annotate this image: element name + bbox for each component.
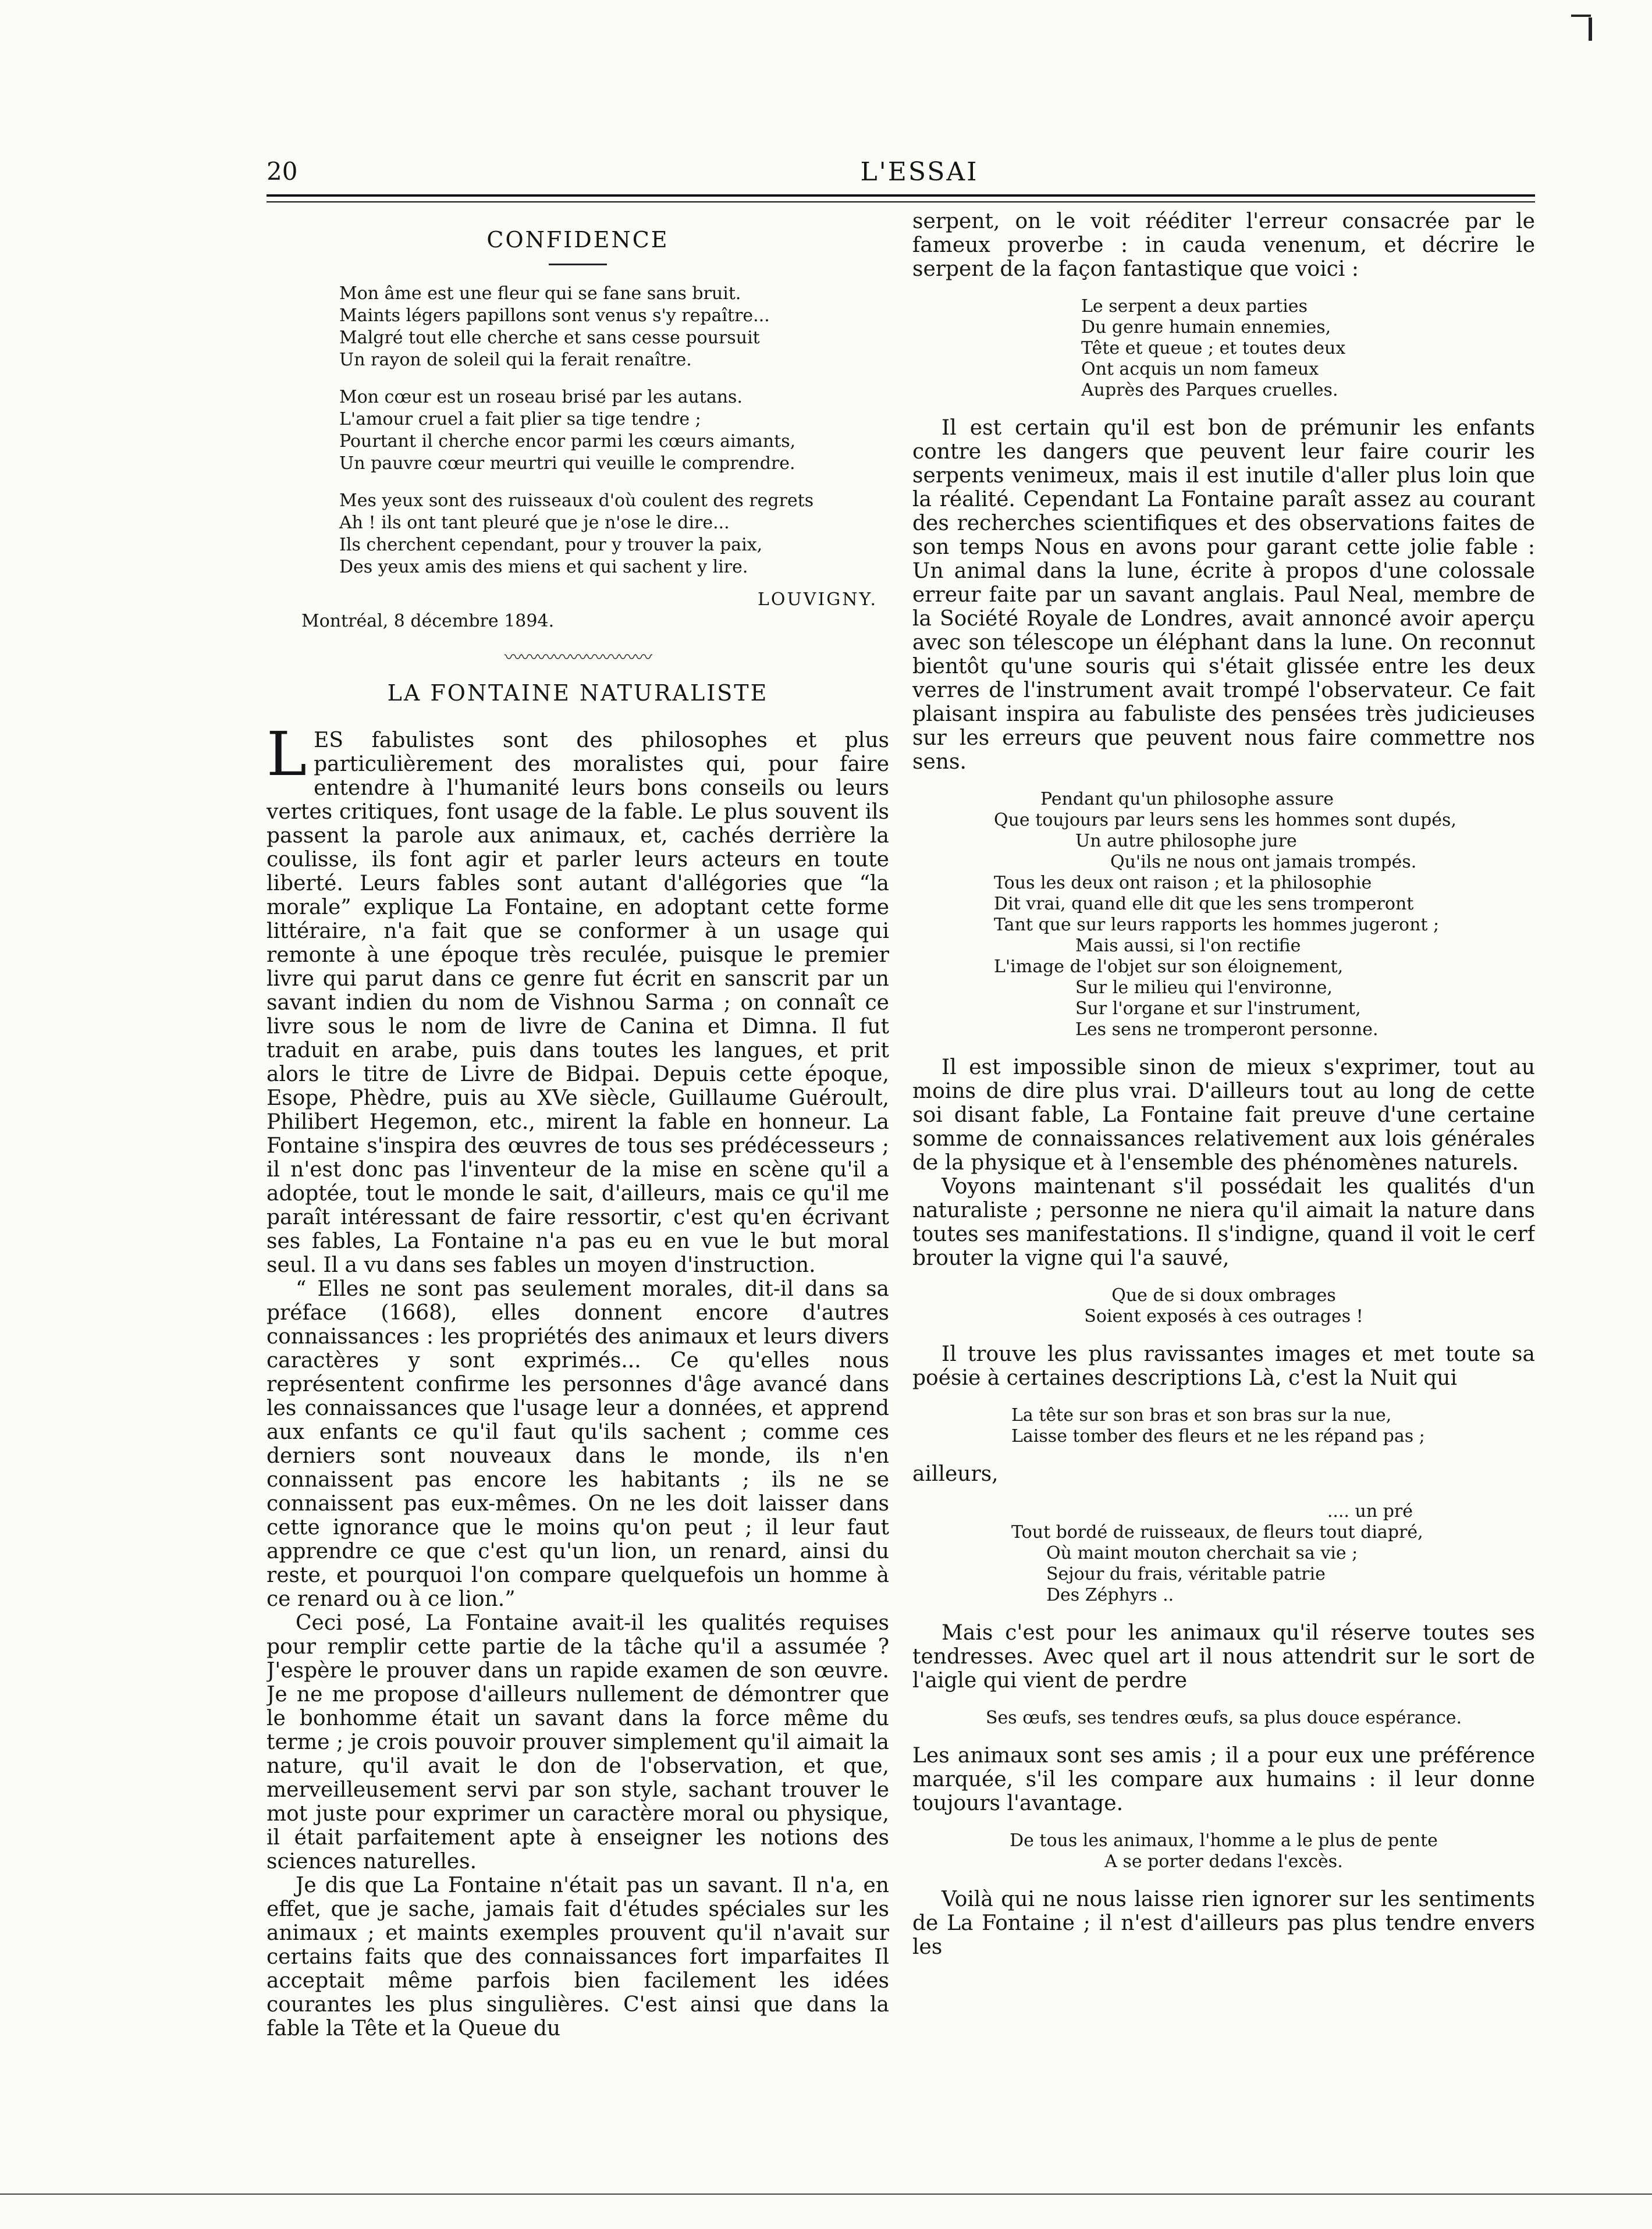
- poem-line: Maints légers papillons sont venus s'y repaître...: [339, 305, 770, 326]
- poem-line: Un pauvre cœur meurtri qui veuille le comprendre.: [339, 453, 795, 474]
- paragraph: Il est certain qu'il est bon de prémunir les enfants contre les dangers que peuvent leur faire courir les serpents venimeux, mais il est inutile d'aller plus loin que la réalité. Cependant La Fontaine paraît assez au courant des recherches scientifiques et des observations faites de son temps Nous en avons pour garant cette jolie fable : Un animal dans la lune, écrite à propos d'une colossale erreur faite par un savant anglais. Paul Neal, membre de la Société Royale de Londres, avait annoncé avoir aperçu avec son télescope un éléphant dans la lune. On reconnut bientôt qu'une souris qui s'était glissée entre les deux verres de l'instrument avait trompé l'observateur. Ce fait plaisant inspira au fabuliste des pensées très judicieuses sur les erreurs que peuvent nous faire commettre nos sens.: [912, 416, 1535, 774]
- verse-block: [1011, 1405, 1535, 1447]
- verse-line: Sur l'organe et sur l'instrument,: [1075, 998, 1361, 1019]
- title-divider: [549, 264, 607, 265]
- left-column: [267, 209, 889, 2199]
- verse-line: La tête sur son bras et son bras sur la nue,: [1011, 1405, 1392, 1425]
- paragraph: Ceci posé, La Fontaine avait-il les qualités requises pour remplir cette partie de la tâche qu'il a assumée ? J'espère le prouver dans un rapide examen de son œuvre. Je ne me propose d'ailleurs nullement de démontrer que le bonhomme était un savant dans la force même du terme ; je crois pouvoir prouver simplement qu'il aimait la nature, qu'il avait le don de l'observation, et que, merveilleusement servi par son style, sachant trouver le mot juste pour exprimer un caractère moral ou physique, il était parfaitement apte à enseigner les notions des sciences naturelles.: [267, 1611, 889, 1874]
- poem-line: Pourtant il cherche encor parmi les cœurs aimants,: [339, 431, 796, 452]
- poem-line: Mes yeux sont des ruisseaux d'où coulent des regrets: [339, 490, 814, 511]
- verse-line: Pendant qu'un philosophe assure: [1040, 789, 1334, 809]
- verse-block: [1081, 296, 1535, 401]
- poem-line: Mon cœur est un roseau brisé par les autans.: [339, 387, 742, 407]
- running-title: L'ESSAI: [860, 157, 979, 187]
- verse-line: A se porter dedans l'excès.: [1104, 1851, 1343, 1872]
- poem-line: Ah ! ils ont tant pleuré que je n'ose le dire...: [339, 513, 730, 533]
- paragraph: “ Elles ne sont pas seulement morales, dit-il dans sa préface (1668), elles donnent encore d'autres connaissances : les propriétés des animaux et leurs divers caractères y sont exprimés... Ce qu'elles nous représentent confirme les personnes d'âge avancé dans les connaissances que l'usage leur a données, et apprend aux enfants ce qu'il faut qu'ils sachent ; comme ces derniers sont nouveaux dans le monde, ils n'en connaissent pas encore les habitants ; ils ne se connaissent pas eux-mêmes. On ne les doit laisser dans cette ignorance que le moins qu'on peut ; il leur faut apprendre ce que c'est qu'un lion, un renard, ainsi du reste, et pourquoi l'on compare quelquefois un homme à ce renard ou à ce lion.”: [267, 1277, 889, 1611]
- paragraph: Il trouve les plus ravissantes images et met toute sa poésie à certaines descriptions Là, c'est la Nuit qui: [912, 1342, 1535, 1390]
- poem-stanza-2: [339, 386, 889, 475]
- verse-line: Ont acquis un nom fameux: [1081, 359, 1319, 379]
- poem-signature: LOUVIGNY.: [757, 589, 877, 610]
- verse-line: Qu'ils ne nous ont jamais trompés.: [1110, 852, 1417, 872]
- header-rule: [267, 194, 1535, 202]
- paragraph-text: ES fabulistes sont des philosophes et plus particulièrement des moralistes qui, pour faire entendre à l'humanité leurs bons conseils ou leurs vertes critiques, font usage de la fable. Le plus souvent ils passent la parole aux animaux, et, cachés derrière la coulisse, ils font agir et parler leurs acteurs en toute liberté. Leurs fables sont autant d'allégories que “la morale” explique La Fontaine, en adoptant cette forme littéraire, n'a fait que se conformer à un usage qui remonte à une époque très reculée, puisque le premier livre qui parut dans ce genre fut écrit en sanscrit par un savant indien du nom de Vishnou Sarma ; on connaît ce livre sous le nom de livre de Canina et Dimna. Il fut traduit en arabe, puis dans toutes les langues, et prit alors le titre de Livre de Bidpai. Depuis cette époque, Esope, Phèdre, puis au XVe siècle, Guillaume Guéroult, Philibert Hegemon, etc., mirent la fable en honneur. La Fontaine s'inspira des œuvres de tous ses prédécesseurs ; il n'est donc pas l'inventeur de la mise en scène qu'il a adoptée, tout le monde le sait, d'ailleurs, mais ce qu'il me paraît intéressant de faire ressortir, c'est qu'en écrivant ses fables, La Fontaine n'a pas eu en vue le but moral seul. Il a vu dans ses fables un moyen d'instruction.: [267, 728, 889, 1277]
- verse-line: Sejour du frais, véritable patrie: [1046, 1564, 1326, 1584]
- article-title: LA FONTAINE NATURALISTE: [387, 680, 769, 706]
- corner-mark-stem: [1589, 17, 1592, 41]
- paragraph: Voilà qui ne nous laisse rien ignorer sur les sentiments de La Fontaine ; il n'est d'ailleurs pas plus tendre envers les: [912, 1887, 1535, 1959]
- verse-line: Ses œufs, ses tendres œufs, sa plus douce espérance.: [985, 1708, 1462, 1728]
- verse-line: Dit vrai, quand elle dit que les sens tromperont: [994, 894, 1414, 914]
- poem-line: L'amour cruel a fait plier sa tige tendre ;: [339, 409, 701, 429]
- verse-line: .... un pré: [1327, 1501, 1413, 1521]
- poem-line: Ils cherchent cependant, pour y trouver la paix,: [339, 535, 763, 555]
- poem-line: Mon âme est une fleur qui se fane sans bruit.: [339, 283, 741, 304]
- verse-line: Le serpent a deux parties: [1081, 296, 1308, 317]
- paragraph: Il est impossible sinon de mieux s'exprimer, tout au moins de dire plus vrai. D'ailleurs tout au long de cette soi disant fable, La Fontaine fait preuve d'une certaine somme de connaissances relativement aux lois générales de la physique et à l'ensemble des phénomènes naturels.: [912, 1055, 1535, 1175]
- verse-line: Sur le milieu qui l'environne,: [1075, 977, 1333, 998]
- paragraph: serpent, on le voit rééditer l'erreur consacrée par le fameux proverbe : in cauda venenum, et décrire le serpent de la façon fantastique que voici :: [912, 209, 1535, 281]
- page-number: 20: [267, 157, 298, 186]
- paragraph: ailleurs,: [912, 1462, 999, 1486]
- poem-line: Des yeux amis des miens et qui sachent y lire.: [339, 557, 748, 577]
- poem-stanza-1: [339, 283, 889, 371]
- verse-line: Que de si doux ombrages: [1111, 1285, 1336, 1306]
- verse-line: L'image de l'objet sur son éloignement,: [994, 957, 1344, 977]
- verse-line: Les sens ne tromperont personne.: [1075, 1019, 1379, 1040]
- paragraph: Voyons maintenant s'il possédait les qualités d'un naturaliste ; personne ne niera qu'il aimait la nature dans toutes ses manifestations. Il s'indigne, quand il voit le cerf brouter la vigne qui l'a sauvé,: [912, 1175, 1535, 1270]
- verse-line: De tous les animaux, l'homme a le plus de pente: [1010, 1830, 1438, 1851]
- verse-line: Du genre humain ennemies,: [1081, 317, 1331, 337]
- verse-line: Tous les deux ont raison ; et la philosophie: [994, 873, 1372, 893]
- poem-stanza-3: [339, 490, 889, 578]
- dateline: Montréal, 8 décembre 1894.: [301, 611, 555, 631]
- verse-line: Tant que sur leurs rapports les hommes jugeront ;: [994, 915, 1440, 935]
- verse-line: Que toujours par leurs sens les hommes sont dupés,: [994, 810, 1456, 830]
- verse-line: Auprès des Parques cruelles.: [1081, 380, 1338, 400]
- poem-line: Un rayon de soleil qui la ferait renaître.: [339, 350, 692, 370]
- paragraph: [267, 719, 889, 1277]
- verse-line: Des Zéphyrs ..: [1046, 1585, 1174, 1605]
- verse-line: Un autre philosophe jure: [1075, 831, 1297, 851]
- verse-line: Mais aussi, si l'on rectifie: [1075, 936, 1301, 956]
- verse-block: [1011, 1501, 1535, 1606]
- ornamental-divider: 〰〰〰〰〰〰〰〰〰: [505, 648, 651, 668]
- verse-block: [994, 789, 1535, 1040]
- verse-block: [912, 1830, 1535, 1872]
- verse-line: Tout bordé de ruisseaux, de fleurs tout diapré,: [1011, 1522, 1423, 1542]
- verse-line: Tête et queue ; et toutes deux: [1081, 338, 1346, 358]
- bottom-rule: [0, 2194, 1652, 2196]
- drop-cap: L: [267, 719, 307, 790]
- verse-line: Où maint mouton cherchait sa vie ;: [1046, 1543, 1358, 1563]
- verse-line: Laisse tomber des fleurs et ne les répand pas ;: [1011, 1426, 1425, 1446]
- right-column: [912, 209, 1535, 2199]
- verse-block: [912, 1285, 1535, 1327]
- corner-mark: [1571, 15, 1591, 17]
- paragraph: Mais c'est pour les animaux qu'il réserve toutes ses tendresses. Avec quel art il nous attendrit sur le sort de l'aigle qui vient de perdre: [912, 1621, 1535, 1693]
- verse-line: Soient exposés à ces outrages !: [1084, 1306, 1363, 1327]
- poem-line: Malgré tout elle cherche et sans cesse poursuit: [339, 328, 760, 348]
- poem-title: CONFIDENCE: [486, 227, 669, 253]
- paragraph: Je dis que La Fontaine n'était pas un savant. Il n'a, en effet, que je sache, jamais fait d'études spéciales sur les animaux ; et maints exemples prouvent qu'il n'avait sur certains faits que des connaissances fort imparfaites Il acceptait même parfois bien facilement les idées courantes les plus singulières. C'est ainsi que dans la fable la Tête et la Queue du: [267, 1874, 889, 2040]
- paragraph: Les animaux sont ses amis ; il a pour eux une préférence marquée, s'il les compare aux humains : il leur donne toujours l'avantage.: [912, 1744, 1535, 1815]
